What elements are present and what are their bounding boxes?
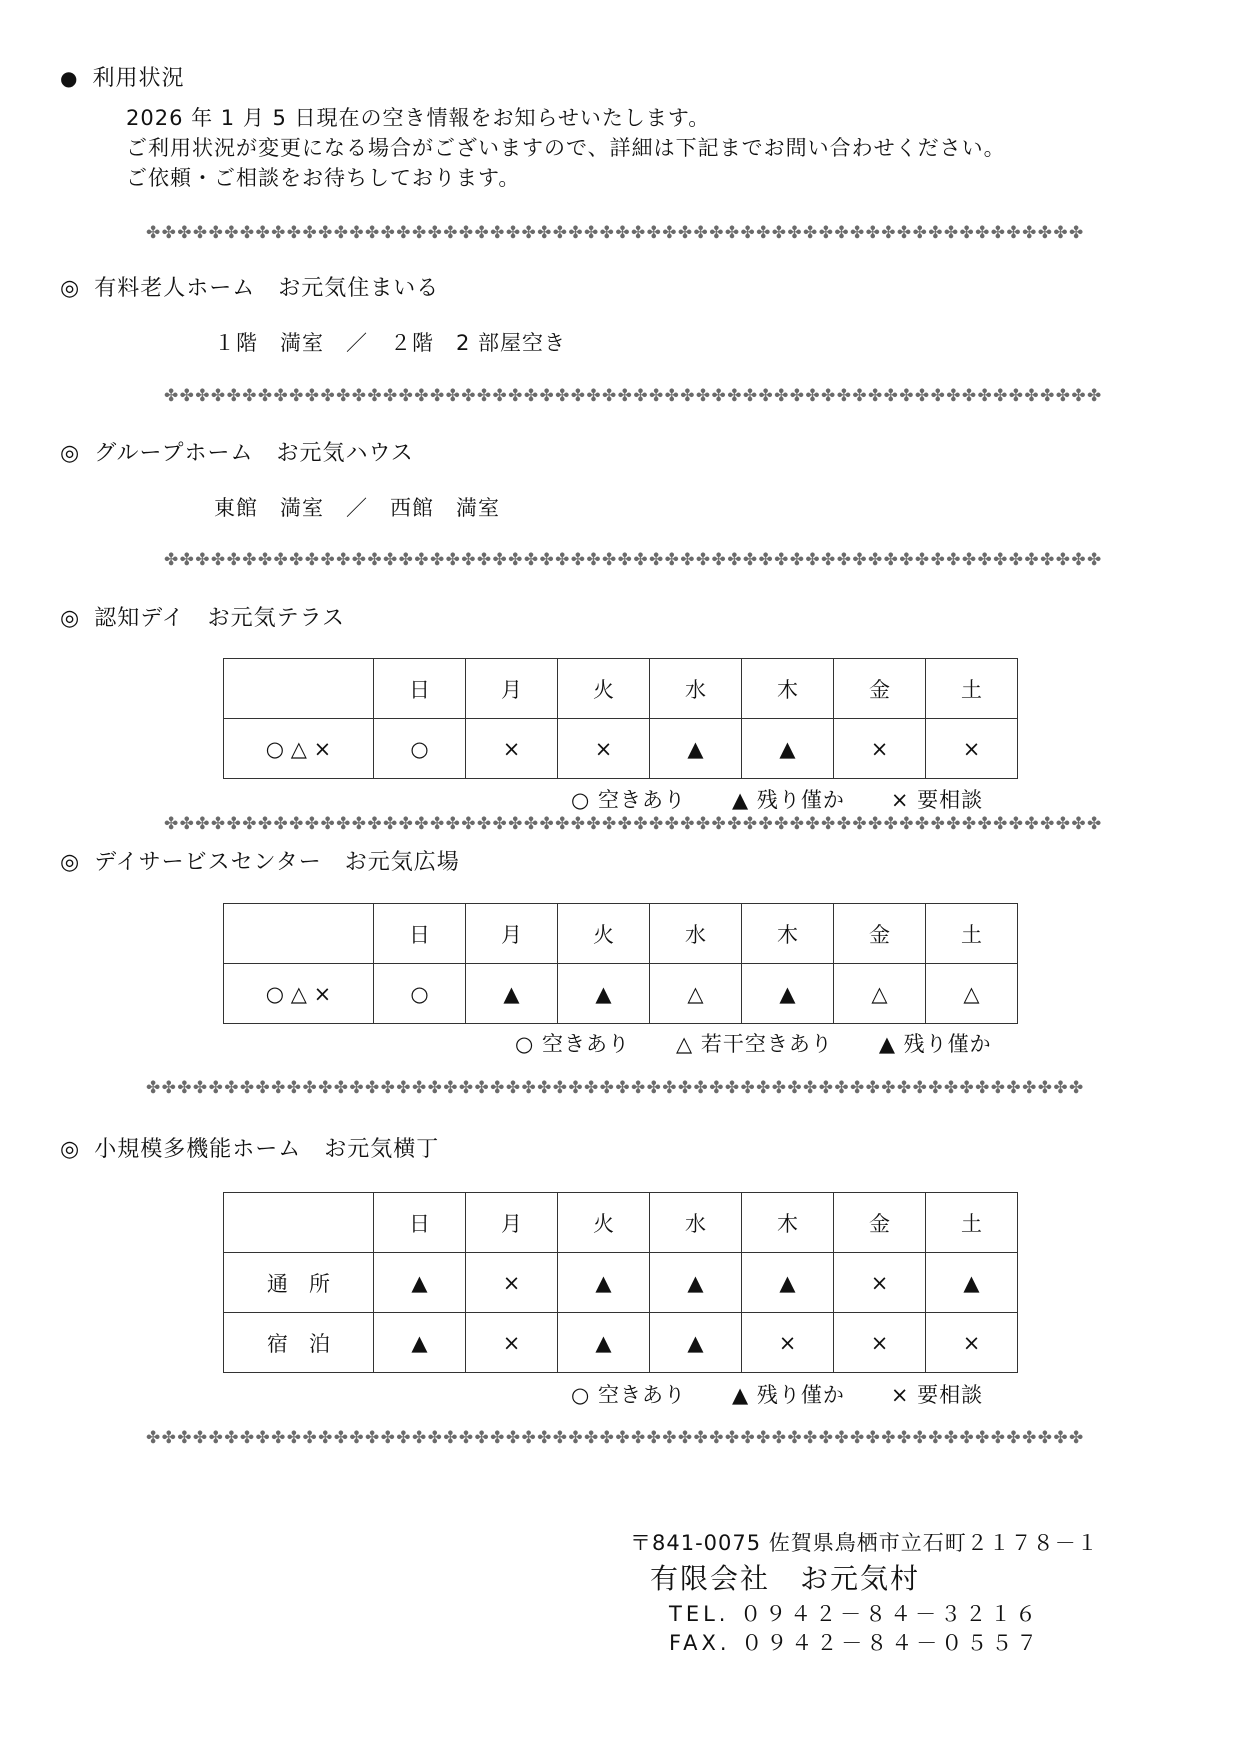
- section-heading-shokibo: [60, 1132, 439, 1163]
- availability-table-shokibo: [223, 1192, 1018, 1373]
- divider: ✤✤✤✤✤✤✤✤✤✤✤✤✤✤✤✤✤✤✤✤✤✤✤✤✤✤✤✤✤✤✤✤✤✤✤✤✤✤✤✤✤✤✤✤✤✤✤✤✤✤✤✤✤✤✤✤✤✤✤✤: [146, 223, 1085, 243]
- legend-dayservice: [515, 1028, 992, 1058]
- status-cell: ×: [466, 719, 558, 779]
- day-cell: 土: [926, 904, 1018, 964]
- day-cell: 水: [650, 904, 742, 964]
- legend-item: ▲ 残り僅か: [732, 1383, 845, 1407]
- day-cell: 月: [466, 904, 558, 964]
- legend-shokibo: [571, 1379, 983, 1409]
- status-cell: △: [650, 964, 742, 1024]
- day-cell: 火: [558, 1193, 650, 1253]
- day-cell: 水: [650, 659, 742, 719]
- table-row: [224, 1253, 1018, 1313]
- legend-item: △ 若干空きあり: [676, 1032, 833, 1056]
- day-cell: 水: [650, 1193, 742, 1253]
- section-status-group: 東館 満室 ／ 西館 満室: [214, 496, 500, 520]
- intro-line: ご利用状況が変更になる場合がございますので、詳細は下記までお問い合わせください。: [126, 136, 1006, 160]
- day-cell: 金: [834, 659, 926, 719]
- day-cell: 金: [834, 904, 926, 964]
- header-label-cell: [224, 1193, 374, 1253]
- status-cell: ×: [466, 1313, 558, 1373]
- table-header-row: [224, 904, 1018, 964]
- status-cell: ○: [374, 719, 466, 779]
- legend-item: ○ 空きあり: [515, 1032, 630, 1056]
- status-cell: ×: [834, 1313, 926, 1373]
- double-circle-icon: ◎: [60, 441, 81, 466]
- day-cell: 日: [374, 1193, 466, 1253]
- day-cell: 金: [834, 1193, 926, 1253]
- section-heading-dayservice: [60, 845, 460, 876]
- legend-item: × 要相談: [890, 1383, 984, 1407]
- status-cell: ▲: [650, 719, 742, 779]
- section-title: 小規模多機能ホーム お元気横丁: [94, 1137, 440, 1162]
- status-cell: ▲: [926, 1253, 1018, 1313]
- bullet-icon: ●: [60, 66, 79, 90]
- intro-title: 利用状況: [92, 66, 185, 91]
- section-heading-ninchi: [60, 601, 345, 632]
- divider: ✤✤✤✤✤✤✤✤✤✤✤✤✤✤✤✤✤✤✤✤✤✤✤✤✤✤✤✤✤✤✤✤✤✤✤✤✤✤✤✤✤✤✤✤✤✤✤✤✤✤✤✤✤✤✤✤✤✤✤✤: [164, 386, 1103, 406]
- footer-fax: FAX. ０９４２－８４－０５５７: [669, 1631, 1042, 1655]
- status-cell: ×: [742, 1313, 834, 1373]
- section-title: 認知デイ お元気テラス: [94, 606, 346, 631]
- legend-item: ▲ 残り僅か: [732, 788, 845, 812]
- divider: ✤✤✤✤✤✤✤✤✤✤✤✤✤✤✤✤✤✤✤✤✤✤✤✤✤✤✤✤✤✤✤✤✤✤✤✤✤✤✤✤✤✤✤✤✤✤✤✤✤✤✤✤✤✤✤✤✤✤✤✤: [164, 550, 1103, 570]
- day-cell: 日: [374, 659, 466, 719]
- day-cell: 月: [466, 659, 558, 719]
- day-cell: 火: [558, 659, 650, 719]
- day-cell: 木: [742, 1193, 834, 1253]
- status-cell: ▲: [742, 719, 834, 779]
- section-title: グループホーム お元気ハウス: [94, 441, 414, 466]
- row-label-cell: 通 所: [224, 1253, 374, 1313]
- header-label-cell: [224, 904, 374, 964]
- availability-table-ninchi: [223, 658, 1018, 779]
- intro-line: ご依頼・ご相談をお待ちしております。: [126, 166, 521, 190]
- divider: ✤✤✤✤✤✤✤✤✤✤✤✤✤✤✤✤✤✤✤✤✤✤✤✤✤✤✤✤✤✤✤✤✤✤✤✤✤✤✤✤✤✤✤✤✤✤✤✤✤✤✤✤✤✤✤✤✤✤✤✤: [146, 1428, 1085, 1448]
- status-cell: ×: [466, 1253, 558, 1313]
- double-circle-icon: ◎: [60, 850, 81, 875]
- status-cell: ×: [558, 719, 650, 779]
- day-cell: 木: [742, 659, 834, 719]
- row-label-cell: ○ △ ×: [224, 964, 374, 1024]
- intro-line: 2026 年 1 月 5 日現在の空き情報をお知らせいたします。: [126, 106, 711, 130]
- status-cell: ×: [834, 1253, 926, 1313]
- day-cell: 日: [374, 904, 466, 964]
- status-cell: ×: [926, 1313, 1018, 1373]
- row-label-cell: ○ △ ×: [224, 719, 374, 779]
- day-cell: 土: [926, 659, 1018, 719]
- section-status-rojin: １階 満室 ／ ２階 2 部屋空き: [214, 331, 567, 355]
- footer-tel: TEL. ０９４２－８４－３２１６: [669, 1602, 1041, 1626]
- double-circle-icon: ◎: [60, 606, 81, 631]
- table-header-row: [224, 1193, 1018, 1253]
- section-title: 有料老人ホーム お元気住まいる: [94, 276, 440, 301]
- section-heading-rojin: [60, 271, 439, 302]
- status-cell: ▲: [558, 1313, 650, 1373]
- legend-item: ○ 空きあり: [571, 1383, 686, 1407]
- table-row: [224, 1313, 1018, 1373]
- divider: ✤✤✤✤✤✤✤✤✤✤✤✤✤✤✤✤✤✤✤✤✤✤✤✤✤✤✤✤✤✤✤✤✤✤✤✤✤✤✤✤✤✤✤✤✤✤✤✤✤✤✤✤✤✤✤✤✤✤✤✤: [164, 814, 1103, 834]
- table-header-row: [224, 659, 1018, 719]
- table-row: [224, 719, 1018, 779]
- status-cell: ▲: [558, 1253, 650, 1313]
- status-cell: ▲: [650, 1313, 742, 1373]
- double-circle-icon: ◎: [60, 276, 81, 301]
- footer-company: 有限会社 お元気村: [650, 1562, 921, 1595]
- status-cell: ▲: [374, 1253, 466, 1313]
- legend-ninchi: [571, 784, 983, 814]
- status-cell: ▲: [650, 1253, 742, 1313]
- status-cell: ○: [374, 964, 466, 1024]
- status-cell: ▲: [742, 1253, 834, 1313]
- status-cell: ×: [926, 719, 1018, 779]
- section-title: デイサービスセンター お元気広場: [94, 850, 460, 875]
- table-row: [224, 964, 1018, 1024]
- intro-heading: [60, 61, 184, 92]
- status-cell: ×: [834, 719, 926, 779]
- double-circle-icon: ◎: [60, 1137, 81, 1162]
- section-heading-group: [60, 436, 414, 467]
- divider: ✤✤✤✤✤✤✤✤✤✤✤✤✤✤✤✤✤✤✤✤✤✤✤✤✤✤✤✤✤✤✤✤✤✤✤✤✤✤✤✤✤✤✤✤✤✤✤✤✤✤✤✤✤✤✤✤✤✤✤✤: [146, 1078, 1085, 1098]
- status-cell: ▲: [466, 964, 558, 1024]
- availability-table-dayservice: [223, 903, 1018, 1024]
- status-cell: ▲: [374, 1313, 466, 1373]
- legend-item: × 要相談: [890, 788, 984, 812]
- day-cell: 月: [466, 1193, 558, 1253]
- header-label-cell: [224, 659, 374, 719]
- intro-body: [126, 103, 1006, 193]
- legend-item: ○ 空きあり: [571, 788, 686, 812]
- status-cell: △: [834, 964, 926, 1024]
- footer-address: 〒841-0075 佐賀県鳥栖市立石町２１７８－１: [630, 1531, 1099, 1555]
- status-cell: △: [926, 964, 1018, 1024]
- row-label-cell: 宿 泊: [224, 1313, 374, 1373]
- day-cell: 木: [742, 904, 834, 964]
- legend-item: ▲ 残り僅か: [878, 1032, 992, 1056]
- day-cell: 土: [926, 1193, 1018, 1253]
- status-cell: ▲: [558, 964, 650, 1024]
- status-cell: ▲: [742, 964, 834, 1024]
- day-cell: 火: [558, 904, 650, 964]
